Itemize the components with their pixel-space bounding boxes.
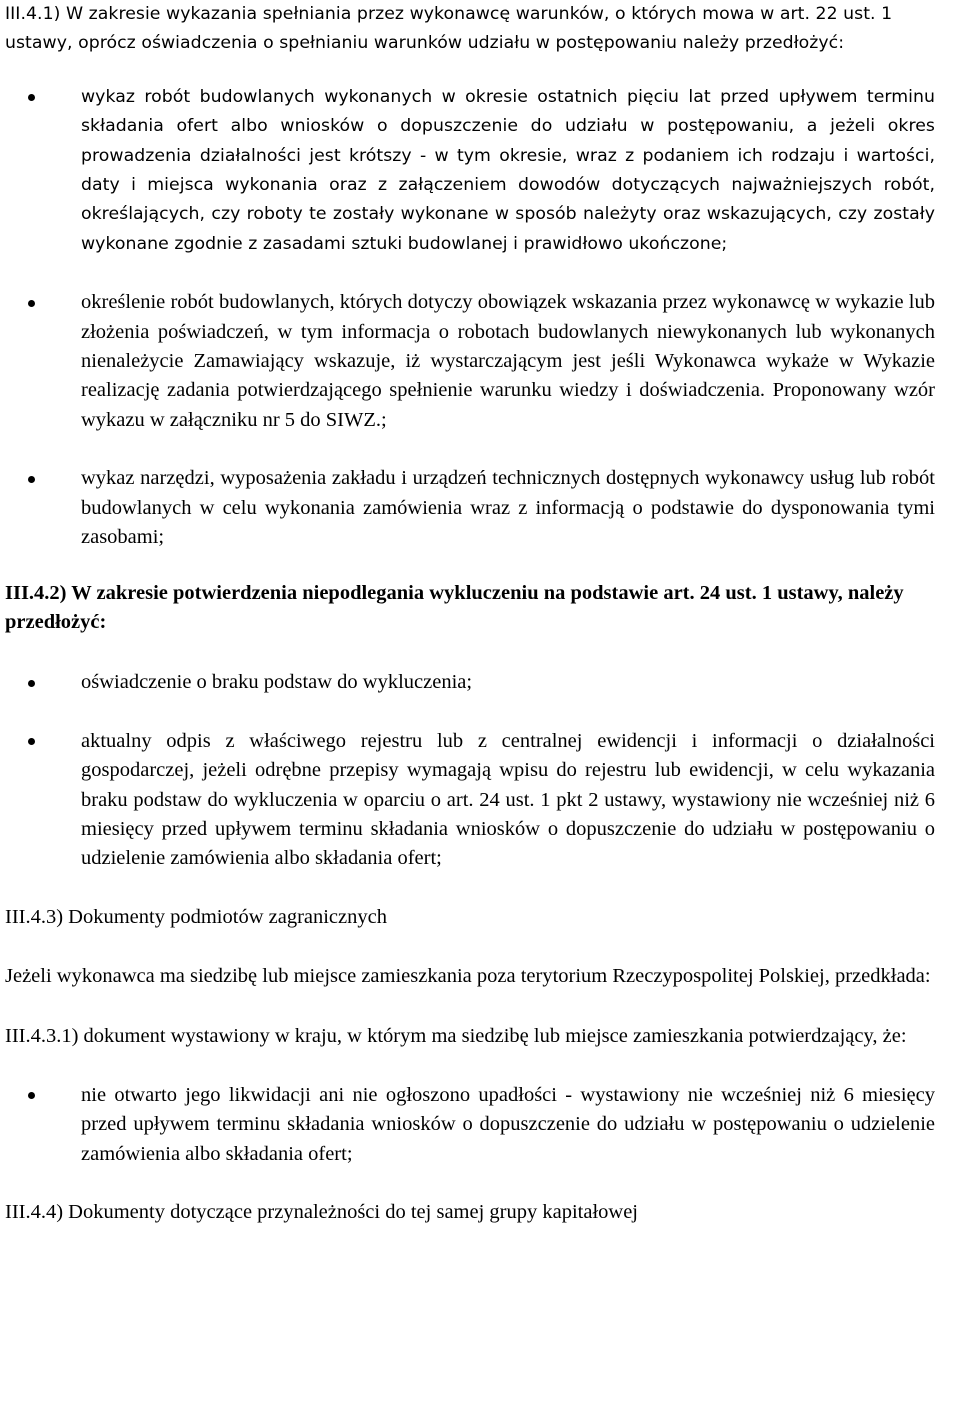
list-item-text: wykaz robót budowlanych wykonanych w okresie ostatnich pięciu lat przed upływem terminu składania ofert albo wniosków o dopuszczenie do udziału w postępowaniu, a jeżeli okres prowadzenia działalności jest krótszy - w tym okresie, wraz z podaniem ich rodzaju i wartości, daty i miejsca wykonania oraz z załączeniem dowodów dotyczących najważniejszych robót, określających, czy roboty te zostały wykonane w sposób należyty oraz wskazujących, czy zostały wykonane zgodnie z zasadami sztuki budowlanej i prawidłowo ukończone; [81,86,935,254]
exclusion-documents-list [5,668,935,873]
bullet-icon [28,1092,35,1099]
list-item-text: określenie robót budowlanych, których dotyczy obowiązek wskazania przez wykonawcę w wykazie lub złożenia poświadczeń, w tym informacja o robotach budowlanych niewykonanych lub wykonanych nienależycie Zamawiający wskazuje, iż wystarczającym jest jeśli Wykonawca wykaże w Wykazie realizację zadania potwierdzającego spełnienie warunku wiedzy i doświadczenia. Proponowany wzór wykazu w załączniku nr 5 do SIWZ.; [81,291,935,431]
list-item-text: oświadczenie o braku podstaw do wykluczenia; [81,671,473,694]
bullet-icon [28,738,35,745]
list-item-text: aktualny odpis z właściwego rejestru lub z centralnej ewidencji i informacji o działalności gospodarczej, jeżeli odrębne przepisy wymagają wpisu do rejestru lub ewidencji, w celu wykazania braku podstaw do wykluczenia w oparciu o art. 24 ust. 1 pkt 2 ustawy, wystawiony nie wcześniej niż 6 miesięcy przed upływem terminu składania wniosków o dopuszczenie do udziału w postępowaniu o udzielenie zamówienia albo składania ofert; [81,729,935,870]
bullet-icon [28,680,35,687]
bullet-icon [28,300,35,307]
list-item [5,668,935,697]
section-intro: Jeżeli wykonawca ma siedzibę lub miejsce zamieszkania poza terytorium Rzeczypospolitej Polskiej, przedkłada: [5,965,931,988]
list-item [5,464,935,552]
section-heading-iii-4-1: III.4.1) W zakresie wykazania spełniania przez wykonawcę warunków, o których mowa w art. 22 ust. 1 ustawy, oprócz oświadczenia o spełnianiu warunków udziału w postępowaniu należy przedłożyć: [5,4,893,54]
list-item-text: wykaz narzędzi, wyposażenia zakładu i urządzeń technicznych dostępnych wykonawcy usług lub robót budowlanych w celu wykonania zamówienia wraz z informacją o podstawie do dysponowania tymi zasobami; [81,467,935,549]
list-item-text: nie otwarto jego likwidacji ani nie ogłoszono upadłości - wystawiony nie wcześniej niż 6 miesięcy przed upływem terminu składania wniosków o dopuszczenie do udziału w postępowaniu o udzielenie zamówienia albo składania ofert; [81,1083,935,1165]
section-heading-iii-4-4: III.4.4) Dokumenty dotyczące przynależności do tej samej grupy kapitałowej [5,1201,638,1224]
bullet-icon [28,476,35,483]
section-heading-iii-4-3: III.4.3) Dokumenty podmiotów zagranicznych [5,905,387,928]
list-item [5,727,935,874]
bullet-icon [28,94,35,101]
subsection-heading-iii-4-3-1: III.4.3.1) dokument wystawiony w kraju, w którym ma siedzibę lub miejsce zamieszkania potwierdzający, że: [5,1024,907,1047]
list-item [5,1081,935,1169]
foreign-documents-list [5,1081,935,1169]
document-page [5,0,935,1228]
section-heading-iii-4-2: III.4.2) W zakresie potwierdzenia niepodlegania wykluczeniu na podstawie art. 24 ust. 1 ustawy, należy przedłożyć: [5,581,904,633]
list-item [5,83,935,259]
requirements-list [5,83,935,553]
list-item [5,288,935,435]
